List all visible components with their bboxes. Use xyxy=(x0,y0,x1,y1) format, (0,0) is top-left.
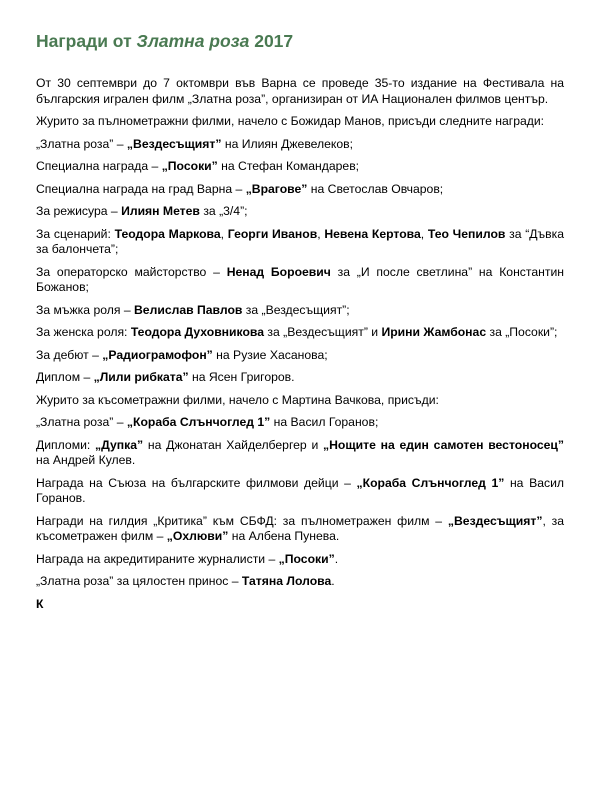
text-run: Награди на гилдия „Критика” към СБФД: за пълнометражен филм – xyxy=(36,513,448,528)
bold-text: Георги Иванов xyxy=(227,226,318,241)
title-post: 2017 xyxy=(249,31,294,51)
bold-text: „Лили рибката” xyxy=(93,370,189,384)
text-run: За операторско майсторство – xyxy=(36,264,227,279)
paragraph xyxy=(36,182,564,198)
text-run: „Златна роза” – xyxy=(36,136,127,151)
bold-text: Теодора Духовникова xyxy=(130,325,265,339)
paragraph xyxy=(36,574,564,590)
title-pre: Награди от xyxy=(36,31,137,51)
text-run: , xyxy=(420,226,428,241)
paragraph xyxy=(36,76,564,107)
bold-text: „Врагове” xyxy=(245,181,308,196)
bold-text: К xyxy=(36,596,44,611)
bold-text: „Посоки” xyxy=(278,551,335,566)
bold-text: Илиян Метев xyxy=(121,204,200,218)
paragraph xyxy=(36,159,564,175)
paragraph xyxy=(36,552,564,568)
text-run: За сценарий: xyxy=(36,226,115,241)
paragraph xyxy=(36,597,564,613)
bold-text: „Посоки” xyxy=(161,159,218,173)
bold-text: „Кораба Слънчоглед 1” xyxy=(356,475,505,490)
text-run: За дебют – xyxy=(36,347,103,362)
paragraph xyxy=(36,393,564,409)
text-run: на Светослав Овчаров; xyxy=(307,181,444,196)
text-run: на Васил Горанов. xyxy=(36,475,564,505)
text-run: „Златна роза” – xyxy=(36,415,127,429)
text-run: на Ясен Григоров. xyxy=(188,370,295,384)
paragraph xyxy=(36,348,564,364)
paragraph xyxy=(36,325,564,341)
bold-text: „Охлюви” xyxy=(166,529,229,543)
bold-text: „Нощите на един самотен вестоносец” xyxy=(323,437,564,452)
text-run: на Рузие Хасанова; xyxy=(212,347,328,362)
bold-text: „Дупка” xyxy=(95,437,144,452)
text-run: За режисура – xyxy=(36,204,122,218)
paragraph xyxy=(36,227,564,258)
text-run: Специална награда – xyxy=(36,159,162,173)
text-run: Награда на Съюза на българските филмови дейци – xyxy=(36,475,357,490)
bold-text: „Вездесъщият” xyxy=(126,136,222,151)
bold-text: „Радиограмофон” xyxy=(102,347,213,362)
paragraph xyxy=(36,370,564,386)
text-run: За женска роля: xyxy=(36,325,131,339)
text-run: Награда на акредитираните журналисти – xyxy=(36,551,279,566)
paragraph xyxy=(36,137,564,153)
paragraph xyxy=(36,514,564,545)
bold-text: Татяна Лолова xyxy=(241,574,332,588)
bold-text: Ирини Жамбонас xyxy=(381,325,487,339)
text-run: Журито за късометражни филми, начело с Мартина Вачкова, присъди: xyxy=(36,392,439,407)
bold-text: Ненад Бороевич xyxy=(226,264,331,279)
text-run: „Златна роза” за цялостен принос – xyxy=(36,574,242,588)
bold-text: Велислав Павлов xyxy=(134,302,243,317)
paragraph xyxy=(36,438,564,469)
article xyxy=(36,30,564,619)
bold-text: Невена Кертова xyxy=(324,226,421,241)
text-run: , за късометражен филм – xyxy=(36,513,564,543)
text-run: . xyxy=(331,574,335,588)
paragraph xyxy=(36,476,564,507)
text-run: . xyxy=(334,551,339,566)
text-run: за „3/4”; xyxy=(199,204,248,218)
text-run: Дипломи: xyxy=(36,437,96,452)
text-run: на Илиян Джевелеков; xyxy=(221,136,354,151)
text-run: на Васил Горанов; xyxy=(270,415,379,429)
bold-text: „Кораба Слънчоглед 1” xyxy=(126,415,271,429)
text-run: на Албена Пунева. xyxy=(228,529,340,543)
paragraph xyxy=(36,265,564,296)
title-italic: Златна роза xyxy=(136,31,250,51)
text-run: за “Дъвка за балончета”; xyxy=(36,226,564,256)
page-title xyxy=(36,30,564,52)
bold-text: „Вездесъщият” xyxy=(447,513,543,528)
text-run: за „Вездесъщият”; xyxy=(242,302,350,317)
article-body xyxy=(36,76,564,612)
bold-text: Тео Чепилов xyxy=(427,226,506,241)
text-run: Диплом – xyxy=(36,370,94,384)
paragraph xyxy=(36,415,564,431)
text-run: , xyxy=(220,226,228,241)
bold-text: Теодора Маркова xyxy=(114,226,221,241)
text-run: на Стефан Командарев; xyxy=(217,159,360,173)
text-run: за „Посоки”; xyxy=(486,325,558,339)
text-run: на Джонатан Хайделбергер и xyxy=(143,437,324,452)
text-run: Специална награда на град Варна – xyxy=(36,181,246,196)
text-run: Журито за пълнометражни филми, начело с Божидар Манов, присъди следните награди: xyxy=(36,114,545,128)
text-run: за „Вездесъщият” и xyxy=(264,325,382,339)
text-run: От 30 септември до 7 октомври във Варна се проведе 35-то издание на Фестивала на българския игрален филм „Златна роза”, организиран от ИА Национален филмов център. xyxy=(36,76,564,106)
paragraph xyxy=(36,114,564,130)
text-run: , xyxy=(317,226,325,241)
text-run: на Андрей Кулев. xyxy=(36,453,136,467)
text-run: за „И после светлина” на Константин Божанов; xyxy=(36,264,564,294)
text-run: За мъжка роля – xyxy=(36,302,134,317)
paragraph xyxy=(36,303,564,319)
paragraph xyxy=(36,204,564,220)
